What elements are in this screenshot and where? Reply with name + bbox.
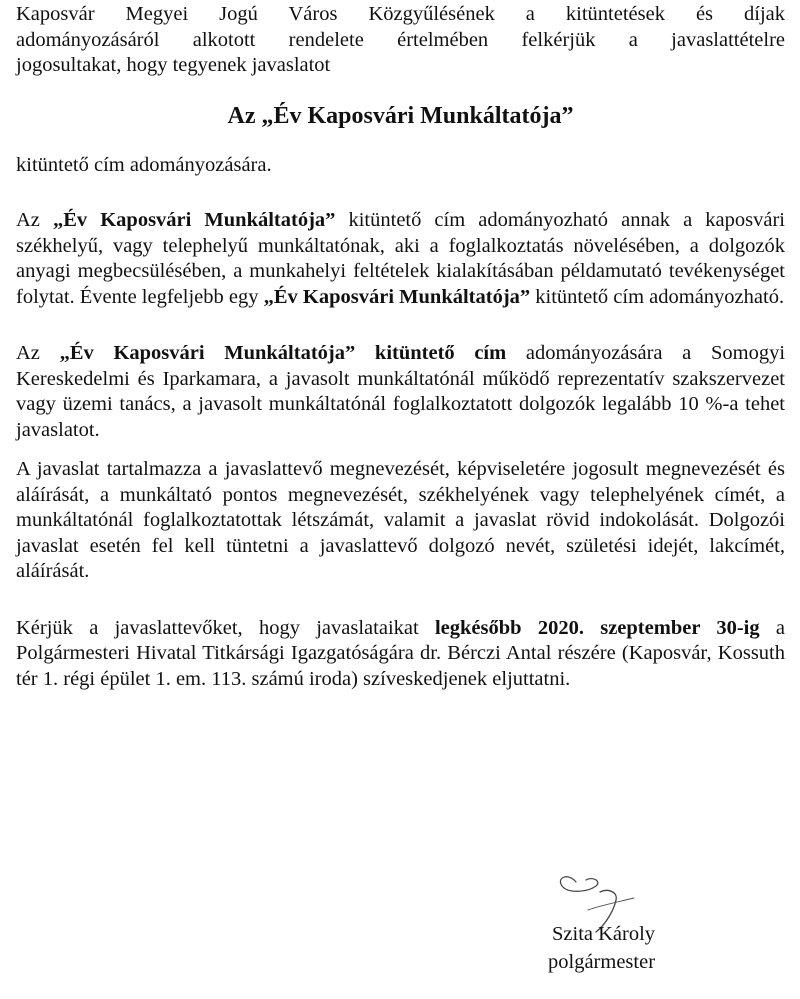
title-continuation: kitüntető cím adományozására. — [16, 153, 272, 176]
nominators-text: adományozására a Somogyi Kereskedelmi és Iparkamara, a javasolt munkáltatónál működő reprezentatív szakszervezet vagy üzemi tanács, a javasolt munkáltatónál foglalkoztatott dolgozók legalább 10 %-a tehet javaslatot. — [16, 342, 786, 441]
deadline-paragraph — [16, 616, 785, 693]
award-title-bold: „Év Kaposvári Munkáltatója” kitüntető cím — [59, 342, 507, 364]
intro-line-2: adományozásáról alkotott rendelete értelmében felkérjük a javaslattételre — [16, 28, 785, 51]
award-name-bold: „Év Kaposvári Munkáltatója” — [52, 209, 336, 231]
eligibility-paragraph — [16, 208, 785, 310]
signer-name: Szita Károly — [552, 923, 656, 945]
deadline-text: a Polgármesteri Hivatal Titkársági Igazgatóságára dr. Bérczi Antal részére (Kaposvár, Kossuth tér 1. régi épület 1. em. 113. számú iroda) szíveskedjenek eljuttatni. — [16, 616, 785, 690]
eligibility-prefix: Az — [16, 209, 53, 231]
nominators-prefix: Az — [16, 342, 60, 364]
intro-paragraph — [16, 2, 785, 79]
signature-block — [548, 866, 688, 986]
signer-role: polgármester — [548, 951, 656, 973]
deadline-date-bold: legkésőbb 2020. szeptember 30-ig — [434, 616, 760, 639]
document-title: Az „Év Kaposvári Munkáltatója” — [227, 102, 574, 129]
intro-line-3: jogosultakat, hogy tegyenek javaslatot — [16, 54, 331, 76]
document-page — [16, 2, 785, 692]
award-name-bold-2: „Év Kaposvári Munkáltatója” — [263, 285, 531, 308]
nominators-paragraph — [16, 341, 785, 443]
eligibility-text: kitüntető cím adományozható annak a kaposvári székhelyű, vagy telephelyű munkáltatónak, aki a foglalkoztatás növelésében, a dolgozók anyagi megbecsülésében, a munkahelyi feltételek kialakításában példamutató tevékenységet folytat. Évente legfeljebb egy — [16, 209, 785, 308]
deadline-prefix: Kérjük a javaslattevőket, hogy javaslataikat — [16, 616, 435, 639]
eligibility-text-end: kitüntető cím adományozható. — [530, 285, 785, 308]
proposal-contents-paragraph: A javaslat tartalmazza a javaslattevő megnevezését, képviseletére jogosult megnevezését és aláírását, a munkáltató pontos megnevezését, székhelyének vagy telephelyének címét, a munkáltatónál foglalkoztatottak létszámát, valamit a javaslat rövid indokolását. Dolgozói javaslat esetén fel kell tüntetni a javaslattevő dolgozó nevét, születési idejét, lakcímét, aláírását. — [16, 458, 785, 582]
intro-line-1: Kaposvár Megyei Jogú Város Közgyűlésének a kitüntetések és díjak — [16, 3, 785, 25]
